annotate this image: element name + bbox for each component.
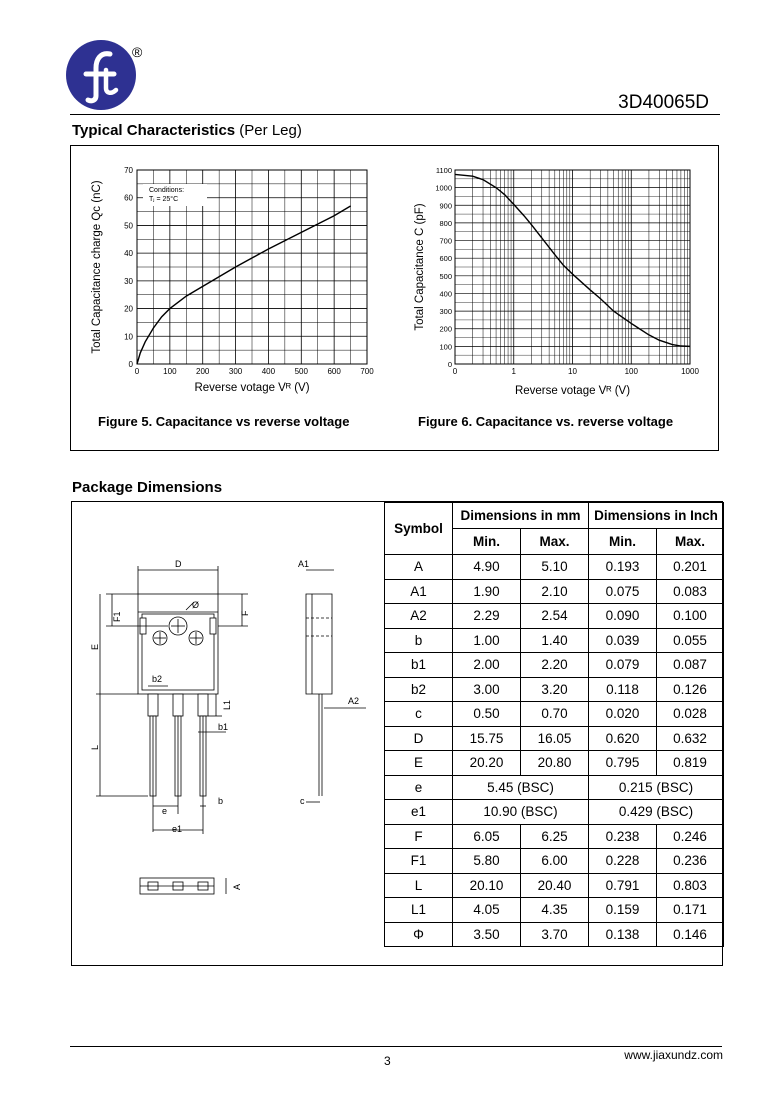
inch-bsc-cell: 0.429 (BSC): [589, 800, 724, 825]
label-A2: A2: [348, 696, 360, 706]
inch-min-cell: 0.075: [589, 579, 657, 604]
mm-max-cell: 2.20: [521, 653, 589, 678]
label-F1: F1: [112, 611, 122, 622]
symbol-cell: Φ: [385, 922, 453, 947]
figure-5-caption: Figure 5. Capacitance vs reverse voltage: [98, 414, 350, 429]
mm-min-cell: 1.90: [453, 579, 521, 604]
x-tick-label: 100: [163, 367, 177, 376]
inch-max-cell: 0.201: [657, 555, 724, 580]
section-title-normal: (Per Leg): [235, 122, 302, 139]
section-title-bold: Typical Characteristics: [72, 122, 236, 139]
table-row: [385, 751, 724, 776]
y-tick-label: 50: [124, 221, 133, 231]
inch-max-cell: 0.171: [657, 898, 724, 923]
table-row: [385, 604, 724, 629]
table-row: [385, 873, 724, 898]
mm-max-cell: 3.70: [521, 922, 589, 947]
mm-bsc-cell: 10.90 (BSC): [453, 800, 589, 825]
x-tick-label: 1000: [681, 367, 699, 376]
series-line: [137, 206, 351, 364]
inch-min-cell: 0.079: [589, 653, 657, 678]
symbol-cell: F: [385, 824, 453, 849]
header-mm: Dimensions in mm: [453, 503, 589, 529]
y-tick-label: 700: [439, 236, 452, 246]
label-c: c: [300, 796, 305, 806]
symbol-cell: e: [385, 775, 453, 800]
label-phi: Ø: [192, 600, 200, 610]
inch-min-cell: 0.090: [589, 604, 657, 629]
section-title-characteristics: [72, 122, 302, 139]
inch-min-cell: 0.193: [589, 555, 657, 580]
y-tick-label: 40: [124, 249, 133, 259]
company-logo: [66, 40, 136, 110]
x-tick-label: 0: [134, 367, 140, 376]
x-tick-label: 1: [511, 367, 516, 376]
header-symbol: Symbol: [385, 503, 453, 555]
symbol-cell: D: [385, 726, 453, 751]
table-row: [385, 849, 724, 874]
y-tick-label: 0: [128, 360, 133, 369]
section-title-package: Package Dimensions: [72, 479, 223, 496]
table-row: [385, 702, 724, 727]
page-number: 3: [384, 1054, 391, 1068]
symbol-cell: b1: [385, 653, 453, 678]
label-A1: A1: [298, 559, 310, 569]
x-tick-label: 0: [452, 367, 458, 376]
symbol-cell: A1: [385, 579, 453, 604]
inch-min-cell: 0.238: [589, 824, 657, 849]
x-tick-label: 400: [261, 367, 276, 376]
figure-6-chart: [405, 155, 710, 400]
y-tick-label: 500: [439, 271, 452, 281]
inch-bsc-cell: 0.215 (BSC): [589, 775, 724, 800]
symbol-cell: E: [385, 751, 453, 776]
label-D: D: [175, 559, 182, 569]
mm-min-cell: 3.50: [453, 922, 521, 947]
inch-max-cell: 0.146: [657, 922, 724, 947]
symbol-cell: e1: [385, 800, 453, 825]
x-tick-label: 300: [228, 367, 243, 376]
mm-min-cell: 4.90: [453, 555, 521, 580]
table-row: [385, 677, 724, 702]
table-row: [385, 824, 724, 849]
header-inch: Dimensions in Inch: [589, 503, 724, 529]
header-inch-max: Max.: [657, 529, 724, 555]
y-tick-label: 10: [124, 332, 133, 342]
y-tick-label: 900: [439, 201, 452, 211]
x-tick-label: 10: [568, 367, 577, 376]
mm-min-cell: 6.05: [453, 824, 521, 849]
y-tick-label: 300: [439, 307, 452, 317]
mm-min-cell: 20.10: [453, 873, 521, 898]
registered-mark: ®: [132, 44, 143, 60]
symbol-cell: A2: [385, 604, 453, 629]
mm-min-cell: 15.75: [453, 726, 521, 751]
mm-max-cell: 6.25: [521, 824, 589, 849]
mm-min-cell: 3.00: [453, 677, 521, 702]
figure-6-caption: Figure 6. Capacitance vs. reverse voltage: [418, 414, 674, 429]
inch-max-cell: 0.246: [657, 824, 724, 849]
mm-min-cell: 1.00: [453, 628, 521, 653]
table-row: [385, 579, 724, 604]
inch-max-cell: 0.632: [657, 726, 724, 751]
inch-min-cell: 0.620: [589, 726, 657, 751]
mm-max-cell: 0.70: [521, 702, 589, 727]
y-tick-label: 100: [439, 342, 452, 352]
header-inch-min: Min.: [589, 529, 657, 555]
symbol-cell: b: [385, 628, 453, 653]
header-mm-min: Min.: [453, 529, 521, 555]
label-E: E: [90, 643, 100, 650]
y-tick-label: 0: [447, 360, 452, 369]
y-tick-label: 1100: [435, 166, 452, 175]
inch-min-cell: 0.791: [589, 873, 657, 898]
header-mm-max: Max.: [521, 529, 589, 555]
mm-max-cell: 2.10: [521, 579, 589, 604]
x-tick-label: 500: [294, 367, 308, 376]
mm-max-cell: 2.54: [521, 604, 589, 629]
y-tick-label: 1000: [435, 183, 452, 193]
package-drawing: [76, 552, 376, 912]
inch-max-cell: 0.083: [657, 579, 724, 604]
inch-min-cell: 0.138: [589, 922, 657, 947]
inch-max-cell: 0.028: [657, 702, 724, 727]
x-tick-label: 700: [360, 367, 374, 376]
inch-max-cell: 0.803: [657, 873, 724, 898]
inch-max-cell: 0.100: [657, 604, 724, 629]
inch-min-cell: 0.118: [589, 677, 657, 702]
table-row: [385, 653, 724, 678]
symbol-cell: A: [385, 555, 453, 580]
x-tick-label: 200: [196, 367, 210, 376]
y-tick-label: 200: [439, 324, 452, 334]
y-tick-label: 70: [124, 166, 133, 175]
inch-max-cell: 0.055: [657, 628, 724, 653]
mm-max-cell: 4.35: [521, 898, 589, 923]
label-b2: b2: [152, 674, 163, 684]
label-e1: e1: [172, 824, 183, 834]
x-tick-label: 100: [624, 367, 638, 376]
part-number: 3D40065D: [618, 92, 709, 113]
inch-max-cell: 0.126: [657, 677, 724, 702]
x-axis-label: Reverse votage Vᴿ (V): [194, 382, 310, 394]
inch-min-cell: 0.228: [589, 849, 657, 874]
inch-min-cell: 0.039: [589, 628, 657, 653]
mm-bsc-cell: 5.45 (BSC): [453, 775, 589, 800]
inch-min-cell: 0.159: [589, 898, 657, 923]
mm-max-cell: 16.05: [521, 726, 589, 751]
inch-max-cell: 0.819: [657, 751, 724, 776]
x-axis-label: Reverse votage Vᴿ (V): [514, 385, 631, 397]
mm-max-cell: 1.40: [521, 628, 589, 653]
label-A: A: [232, 883, 242, 890]
y-tick-label: 600: [439, 254, 452, 264]
symbol-cell: L1: [385, 898, 453, 923]
table-row: [385, 775, 724, 800]
y-tick-label: 400: [439, 289, 452, 299]
inch-min-cell: 0.020: [589, 702, 657, 727]
mm-min-cell: 5.80: [453, 849, 521, 874]
mm-min-cell: 20.20: [453, 751, 521, 776]
header-rule: [70, 114, 720, 115]
y-axis-label: Total Capacitance charge Qᴄ (nC): [91, 180, 103, 354]
footer-rule: [70, 1046, 722, 1047]
logo-f-icon: [66, 40, 136, 110]
table-row: [385, 800, 724, 825]
mm-max-cell: 20.80: [521, 751, 589, 776]
symbol-cell: L: [385, 873, 453, 898]
mm-min-cell: 4.05: [453, 898, 521, 923]
y-tick-label: 60: [124, 193, 133, 203]
label-e: e: [162, 806, 168, 816]
dimensions-table: [384, 502, 724, 947]
symbol-cell: F1: [385, 849, 453, 874]
mm-min-cell: 2.00: [453, 653, 521, 678]
mm-max-cell: 6.00: [521, 849, 589, 874]
symbol-cell: c: [385, 702, 453, 727]
label-b: b: [218, 796, 224, 806]
mm-max-cell: 5.10: [521, 555, 589, 580]
table-row: [385, 555, 724, 580]
table-row: [385, 898, 724, 923]
figure-5-chart: [80, 155, 380, 400]
website-url: www.jiaxundz.com: [624, 1048, 723, 1062]
inch-max-cell: 0.236: [657, 849, 724, 874]
conditions-line2: Tⱼ = 25°C: [149, 196, 179, 203]
mm-min-cell: 0.50: [453, 702, 521, 727]
y-axis-label: Total Capacitance C (pF): [414, 203, 426, 331]
label-F: F: [240, 610, 250, 616]
label-L: L: [90, 744, 100, 750]
table-row: [385, 726, 724, 751]
y-tick-label: 20: [124, 304, 133, 314]
label-L1: L1: [222, 699, 232, 710]
label-b1: b1: [218, 722, 229, 732]
inch-max-cell: 0.087: [657, 653, 724, 678]
y-tick-label: 800: [439, 218, 452, 228]
conditions-line1: Conditions:: [149, 187, 185, 194]
mm-max-cell: 20.40: [521, 873, 589, 898]
mm-min-cell: 2.29: [453, 604, 521, 629]
table-row: [385, 628, 724, 653]
inch-min-cell: 0.795: [589, 751, 657, 776]
x-tick-label: 600: [327, 367, 341, 376]
table-row: [385, 922, 724, 947]
y-tick-label: 30: [124, 276, 133, 286]
mm-max-cell: 3.20: [521, 677, 589, 702]
symbol-cell: b2: [385, 677, 453, 702]
